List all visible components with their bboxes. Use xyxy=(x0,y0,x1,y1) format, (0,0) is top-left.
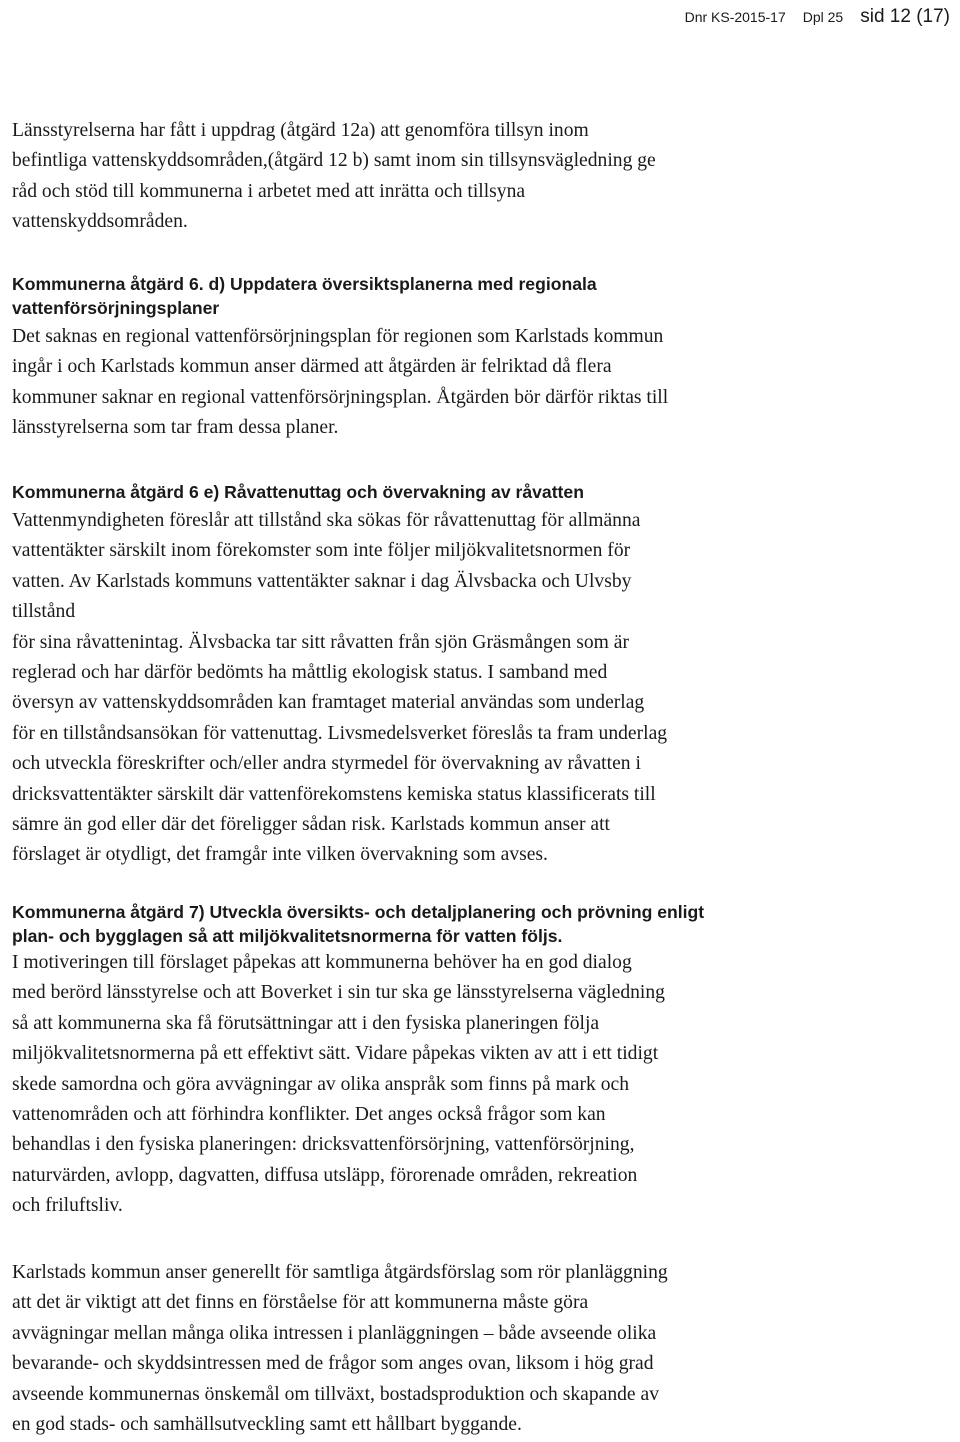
text-line: med berörd länsstyrelse och att Boverket i sin tur ska ge länsstyrelserna vägledning xyxy=(12,982,665,1004)
section-atgard-7 xyxy=(12,900,704,1222)
text-line: tillstånd xyxy=(12,601,76,623)
text-line: en god stads- och samhällsutveckling samt ett hållbart byggande. xyxy=(12,1414,522,1436)
text-line: råd och stöd till kommunerna i arbetet med att inrätta och tillsyna xyxy=(12,180,526,202)
section-tillsyn xyxy=(12,116,656,238)
text-line: avvägningar mellan många olika intressen i planläggningen – både avseende olika xyxy=(12,1322,657,1344)
heading-line: plan- och bygglagen så att miljökvalitetsnormerna för vatten följs. xyxy=(12,926,563,946)
text-line: Vattenmyndigheten föreslår att tillstånd ska sökas för råvattenuttag för allmänna xyxy=(12,510,641,531)
text-line: för en tillståndsansökan för vattenuttag. Livsmedelsverket föreslås ta fram underlag xyxy=(12,722,668,744)
page-number: sid 12 (17) xyxy=(860,6,950,27)
text-line: vattenområden och att förhindra konflikter. Det anges också frågor som kan xyxy=(12,1104,606,1126)
section-atgard-6e xyxy=(12,480,667,871)
section-heading xyxy=(12,272,668,320)
paragraph-body xyxy=(12,1258,668,1440)
section-atgard-6d xyxy=(12,272,668,444)
heading-line: vattenförsörjningsplaner xyxy=(12,298,220,318)
text-line: naturvärden, avlopp, dagvatten, diffusa utsläpp, förorenade områden, rekreation xyxy=(12,1164,638,1186)
text-line: skede samordna och göra avvägningar av olika anspråk som finns på mark och xyxy=(12,1073,630,1095)
text-line: vatten. Av Karlstads kommuns vattentäkter saknar i dag Älvsbacka och Ulvsby xyxy=(12,570,632,592)
text-line: sämre än god eller där det föreligger sådan risk. Karlstads kommun anser att xyxy=(12,814,610,836)
text-line: dricksvattentäkter särskilt där vattenförekomstens kemiska status klassificerats till xyxy=(12,783,656,805)
text-line: avseende kommunernas önskemål om tillväxt, bostadsproduktion och skapande av xyxy=(12,1383,659,1405)
section-heading xyxy=(12,480,667,504)
section-conclusion xyxy=(12,1258,668,1440)
paragraph-body xyxy=(12,322,668,444)
page-header xyxy=(685,6,950,30)
document-part: Dpl 25 xyxy=(802,9,844,25)
text-line: och friluftsliv. xyxy=(12,1195,123,1217)
section-heading xyxy=(12,900,704,948)
text-line: att det är viktigt att det finns en förståelse för att kommunerna måste göra xyxy=(12,1292,589,1314)
text-line: länsstyrelserna som tar fram dessa planer. xyxy=(12,417,339,439)
text-line: I motiveringen till förslaget påpekas att kommunerna behöver ha en god dialog xyxy=(12,952,632,973)
heading-line: Kommunerna åtgärd 6. d) Uppdatera översiktsplanerna med regionala xyxy=(12,274,597,294)
text-line: kommuner saknar en regional vattenförsörjningsplan. Åtgärden bör därför riktas till xyxy=(12,386,669,408)
text-line: bevarande- och skyddsintressen med de frågor som anges ovan, liksom i hög grad xyxy=(12,1353,654,1375)
text-line: befintliga vattenskyddsområden,(åtgärd 12 b) samt inom sin tillsynsvägledning ge xyxy=(12,150,656,172)
text-line: förslaget är otydligt, det framgår inte vilken övervakning som avses. xyxy=(12,844,548,866)
text-line: miljökvalitetsnormerna på ett effektivt sätt. Vidare påpekas vikten av att i ett tidigt xyxy=(12,1043,659,1065)
text-line: vattenskyddsområden. xyxy=(12,211,188,233)
text-line: Länsstyrelserna har fått i uppdrag (åtgärd 12a) att genomföra tillsyn inom xyxy=(12,120,589,141)
text-line: så att kommunerna ska få förutsättningar att i den fysiska planeringen följa xyxy=(12,1012,600,1034)
text-line: och utveckla föreskrifter och/eller andra styrmedel för övervakning av råvatten i xyxy=(12,753,641,775)
heading-line: Kommunerna åtgärd 7) Utveckla översikts- och detaljplanering och prövning enligt xyxy=(12,902,705,922)
text-line: ingår i och Karlstads kommun anser därmed att åtgärden är felriktad då flera xyxy=(12,356,612,378)
document-number: Dnr KS-2015-17 xyxy=(684,9,786,25)
heading-line: Kommunerna åtgärd 6 e) Råvattenuttag och övervakning av råvatten xyxy=(12,482,584,502)
text-line: Karlstads kommun anser generellt för samtliga åtgärdsförslag som rör planläggning xyxy=(12,1262,668,1283)
paragraph-body xyxy=(12,948,704,1222)
text-line: för sina råvattenintag. Älvsbacka tar sitt råvatten från sjön Gräsmången som är xyxy=(12,631,629,653)
text-line: behandlas i den fysiska planeringen: dricksvattenförsörjning, vattenförsörjning, xyxy=(12,1134,635,1156)
paragraph-body xyxy=(12,116,656,238)
paragraph-body xyxy=(12,506,667,871)
text-line: Det saknas en regional vattenförsörjningsplan för regionen som Karlstads kommun xyxy=(12,326,664,347)
text-line: översyn av vattenskyddsområden kan framtaget material användas som underlag xyxy=(12,692,645,714)
text-line: reglerad och har därför bedömts ha måttlig ekologisk status. I samband med xyxy=(12,662,608,684)
text-line: vattentäkter särskilt inom förekomster som inte följer miljökvalitetsnormen för xyxy=(12,540,631,562)
